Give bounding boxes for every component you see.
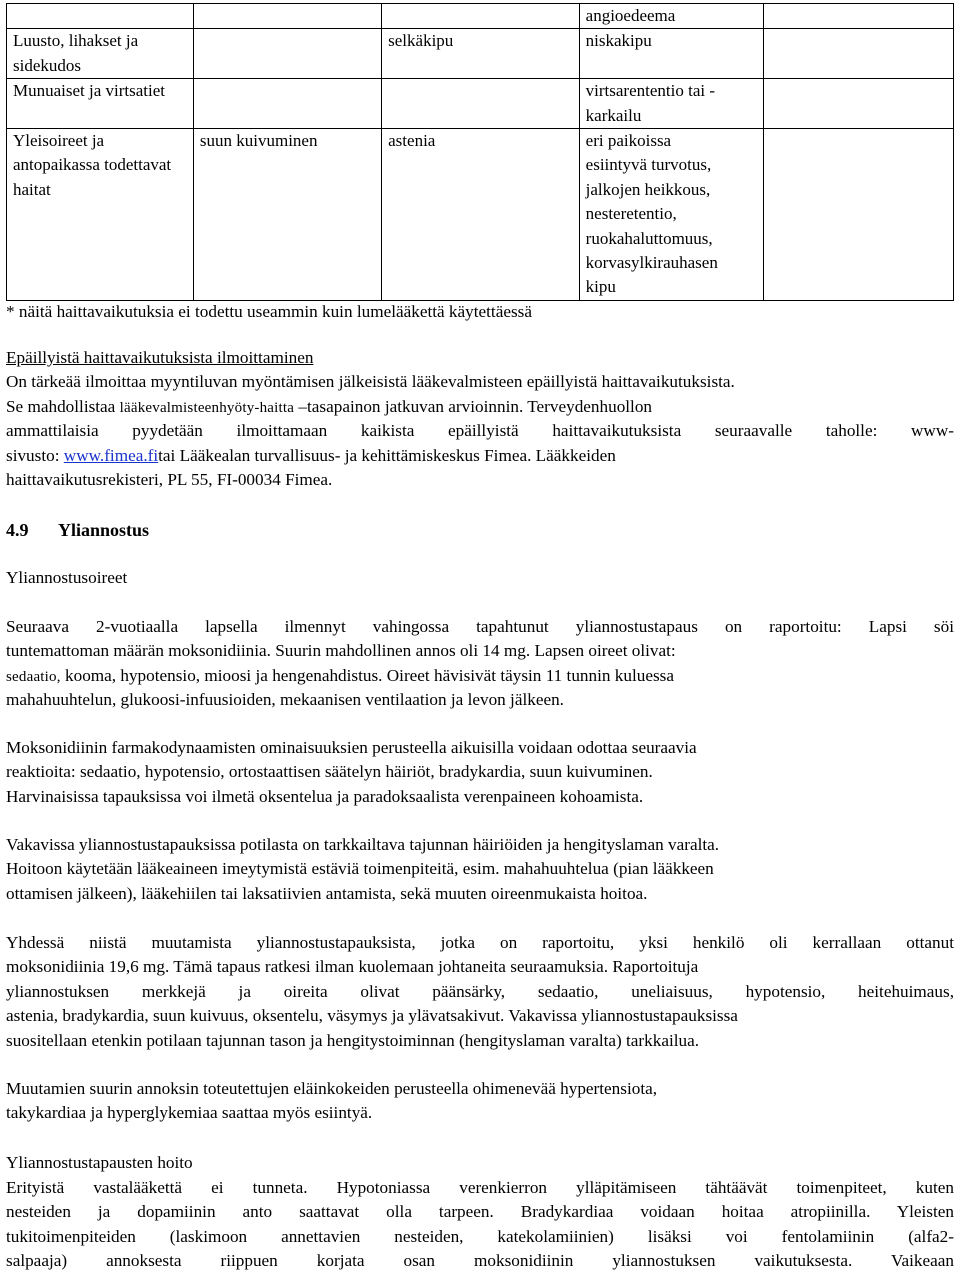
paragraph-line: suositellaan etenkin potilaan tajunnan tason ja hengitystoiminnan (hengityslaman varalta) tarkkailua. xyxy=(6,1030,700,1050)
frequency-cell xyxy=(764,4,954,29)
paragraph-line: tuntemattoman määrän moksonidiinia. Suurin mahdollinen annos oli 14 mg. Lapsen oireet olivat: xyxy=(6,641,676,661)
section-number: 4.9 xyxy=(6,520,29,540)
text-span: kooma, hypotensio, mioosi ja hengenahdistus. Oireet hävisivät täysin 11 tunnin kuluessa xyxy=(65,665,674,685)
paragraph xyxy=(6,1077,954,1126)
cell-text: eri paikoissa xyxy=(585,131,672,151)
table-row xyxy=(7,79,954,129)
frequency-cell xyxy=(579,129,763,301)
organ-class-cell xyxy=(7,4,194,29)
cell-text: Yleisoireet ja antopaikassa todettavat haitat xyxy=(13,131,172,199)
frequency-cell xyxy=(382,129,580,301)
cell-text: karkailu xyxy=(585,105,642,125)
organ-class-cell xyxy=(7,129,194,301)
reporting-section xyxy=(6,346,954,492)
cell-text: nesteretentio, xyxy=(585,204,677,224)
cell-text: esiintyvä turvotus, xyxy=(585,155,712,175)
reporting-heading: Epäillyistä haittavaikutuksista ilmoittaminen xyxy=(6,348,314,367)
cell-text: jalkojen heikkous, xyxy=(585,179,711,199)
paragraph-line xyxy=(6,444,954,468)
paragraph-line: Vakavissa yliannostustapauksissa potilasta on tarkkailtava tajunnan häiriöiden ja hengityslaman varalta. xyxy=(6,835,720,854)
frequency-cell xyxy=(382,79,580,129)
cell-text: astenia xyxy=(388,131,436,151)
paragraph-line: yliannostuksen merkkejä ja oireita olivat päänsärky, sedaatio, uneliaisuus, hypotensio, heitehuimaus, xyxy=(6,981,954,1001)
cell-text: virtsarententio tai - xyxy=(585,81,715,101)
paragraph xyxy=(6,931,954,1053)
paragraph-line: haittavaikutusrekisteri, PL 55, FI-00034 Fimea. xyxy=(6,469,333,489)
frequency-cell xyxy=(193,79,381,129)
cell-text: ruokahaluttomuus, xyxy=(585,228,713,248)
frequency-cell xyxy=(193,129,381,301)
paragraph-line: mahahuuhtelun, glukoosi-infuusioiden, mekaanisen ventilaation ja levon jälkeen. xyxy=(6,690,564,710)
frequency-cell xyxy=(764,79,954,129)
paragraph-line: nesteiden ja dopamiinin anto saattavat olla tarpeen. Bradykardiaa voidaan hoitaa atropiinilla. Yleisten xyxy=(6,1202,954,1222)
frequency-cell xyxy=(382,29,580,79)
text-span: lääkevalmisteenhyöty-haitta xyxy=(119,399,295,416)
frequency-cell xyxy=(579,29,763,79)
table-row xyxy=(7,4,954,29)
paragraph-line: astenia, bradykardia, suun kuivuus, oksentelu, väsymys ja ylävatsakivut. Vakavissa yliannostustapauksissa xyxy=(6,1006,738,1026)
symptoms-heading: Yliannostusoireet xyxy=(6,568,128,587)
adverse-effects-table xyxy=(6,3,954,301)
table-row xyxy=(7,129,954,301)
cell-text: Munuaiset ja virtsatiet xyxy=(13,81,166,101)
treatment-heading: Yliannostustapausten hoito xyxy=(6,1153,193,1172)
cell-text: selkäkipu xyxy=(388,31,454,51)
section-heading xyxy=(6,518,954,542)
cell-text: Luusto, lihakset ja sidekudos xyxy=(13,31,139,75)
cell-text: niskakipu xyxy=(585,31,652,51)
paragraph-line: Hoitoon käytetään lääkeaineen imeytymistä estäviä toimenpiteitä, esim. mahahuuhtelua (pian lääkkeen xyxy=(6,859,714,879)
frequency-cell xyxy=(193,29,381,79)
paragraph-line: tukitoimenpiteiden (laskimoon annettavien nesteiden, katekolamiinien) lisäksi voi fentolamiinin (alfa2- xyxy=(6,1226,954,1246)
table-footnote: * näitä haittavaikutuksia ei todettu useammin kuin lumelääkettä käytettäessä xyxy=(6,302,532,321)
paragraph xyxy=(6,1176,954,1274)
paragraph-line: Muutamien suurin annoksin toteutettujen eläinkokeiden perusteella ohimenevää hypertensiota, xyxy=(6,1079,658,1098)
cell-text: kipu xyxy=(585,277,616,297)
paragraph-line: Harvinaisissa tapauksissa voi ilmetä oksentelua ja paradoksaalista verenpaineen kohoamista. xyxy=(6,786,644,806)
paragraph-line: Erityistä vastalääkettä ei tunneta. Hypotoniassa verenkierron ylläpitämiseen tähtäävät toimenpiteet, kuten xyxy=(6,1178,954,1197)
fimea-link[interactable]: www.fimea.fi xyxy=(63,445,159,465)
cell-text: korvasylkirauhasen xyxy=(585,253,718,273)
paragraph-line: On tärkeää ilmoittaa myyntiluvan myöntämisen jälkeisistä lääkevalmisteen epäillyistä haittavaikutuksista. xyxy=(6,372,735,392)
paragraph-line: Yhdessä niistä muutamista yliannostustapauksista, jotka on raportoitu, yksi henkilö oli kerrallaan ottanut xyxy=(6,933,954,952)
paragraph-line: Moksonidiinin farmakodynaamisten ominaisuuksien perusteella aikuisilla voidaan odottaa seuraavia xyxy=(6,738,697,757)
text-span: Se mahdollistaa xyxy=(6,396,116,416)
paragraph xyxy=(6,736,954,809)
frequency-cell xyxy=(764,129,954,301)
section-title: Yliannostus xyxy=(58,520,150,540)
text-span: sivusto: xyxy=(6,445,60,465)
paragraph-line: reaktioita: sedaatio, hypotensio, ortostaattisen säätelyn häiriöt, bradykardia, suun kuivuminen. xyxy=(6,762,653,782)
frequency-cell xyxy=(579,4,763,29)
organ-class-cell xyxy=(7,29,194,79)
organ-class-cell xyxy=(7,79,194,129)
cell-text: angioedeema xyxy=(585,6,676,25)
frequency-cell xyxy=(193,4,381,29)
paragraph-line xyxy=(6,395,954,419)
text-span: sedaatio, xyxy=(6,668,61,685)
paragraph-line: ammattilaisia pyydetään ilmoittamaan kaikista epäillyistä haittavaikutuksista seuraavalle taholle: www- xyxy=(6,421,954,441)
paragraph-line: ottamisen jälkeen), lääkehiilen tai laksatiivien antamista, sekä muuten oireenmukaista hoitoa. xyxy=(6,883,648,903)
paragraph-line: takykardiaa ja hyperglykemiaa saattaa myös esiintyä. xyxy=(6,1103,373,1123)
paragraph-line: salpaaja) annoksesta riippuen korjata osan moksonidiinin yliannostuksen vaikutuksesta. Vaikeaan xyxy=(6,1251,954,1271)
paragraph-line: Seuraava 2-vuotiaalla lapsella ilmennyt vahingossa tapahtunut yliannostustapaus on raportoitu: Lapsi söi xyxy=(6,617,954,636)
cell-text: suun kuivuminen xyxy=(199,131,318,151)
paragraph-line xyxy=(6,664,954,688)
paragraph xyxy=(6,615,954,713)
text-span: –tasapainon jatkuvan arvioinnin. Terveydenhuollon xyxy=(298,396,653,416)
frequency-cell xyxy=(579,79,763,129)
table-row xyxy=(7,29,954,79)
paragraph xyxy=(6,833,954,906)
frequency-cell xyxy=(764,29,954,79)
text-span: tai Lääkealan turvallisuus- ja kehittämiskeskus Fimea. Lääkkeiden xyxy=(158,445,616,465)
frequency-cell xyxy=(382,4,580,29)
paragraph-line: moksonidiinia 19,6 mg. Tämä tapaus ratkesi ilman kuolemaan johtaneita seuraamuksia. Raportoituja xyxy=(6,957,699,977)
